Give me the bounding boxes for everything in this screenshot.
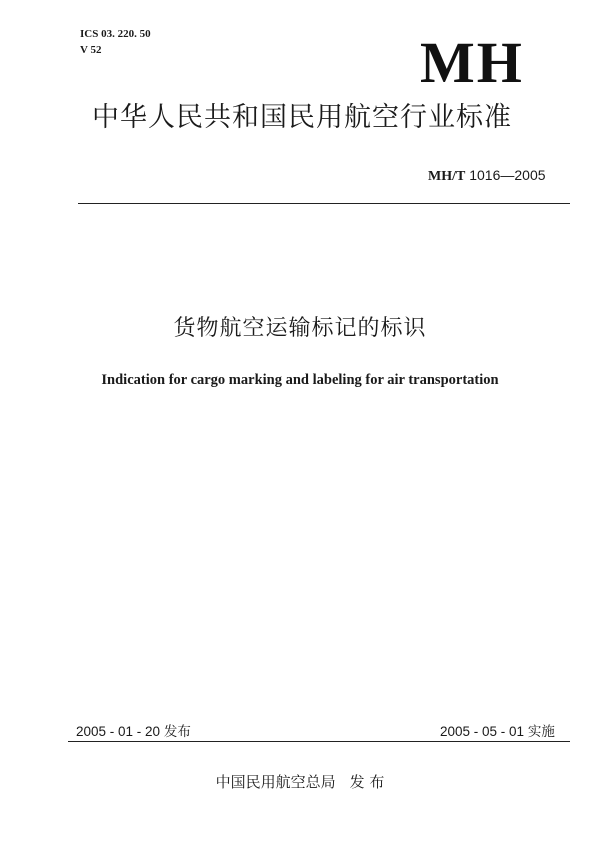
implement-date: 2005 - 05 - 01 — [440, 724, 525, 739]
issuer-line — [0, 772, 600, 792]
issue-label: 发布 — [163, 724, 191, 739]
implement-date-line — [440, 723, 555, 741]
issuer-name: 中国民用航空总局 — [215, 773, 336, 791]
issue-date-line — [76, 723, 191, 741]
footer-divider — [68, 741, 570, 742]
header-divider — [78, 203, 570, 204]
issue-date: 2005 - 01 - 20 — [76, 724, 161, 739]
issuer-action: 发 布 — [349, 773, 385, 791]
standard-number — [428, 166, 546, 186]
implement-label: 实施 — [527, 724, 555, 739]
document-title-en: Indication for cargo marking and labeling for air transportation — [101, 372, 499, 388]
classification-code: V 52 — [80, 44, 102, 56]
mh-logo: MH — [420, 30, 524, 95]
standard-category-title: 中华人民共和国民用航空行业标准 — [92, 102, 512, 133]
ics-code: ICS 03. 220. 50 — [80, 28, 151, 40]
document-title-zh: 货物航空运输标记的标识 — [173, 316, 427, 341]
standard-number-prefix: MH/T — [428, 169, 466, 184]
standard-number-value: 1016—2005 — [469, 167, 546, 183]
